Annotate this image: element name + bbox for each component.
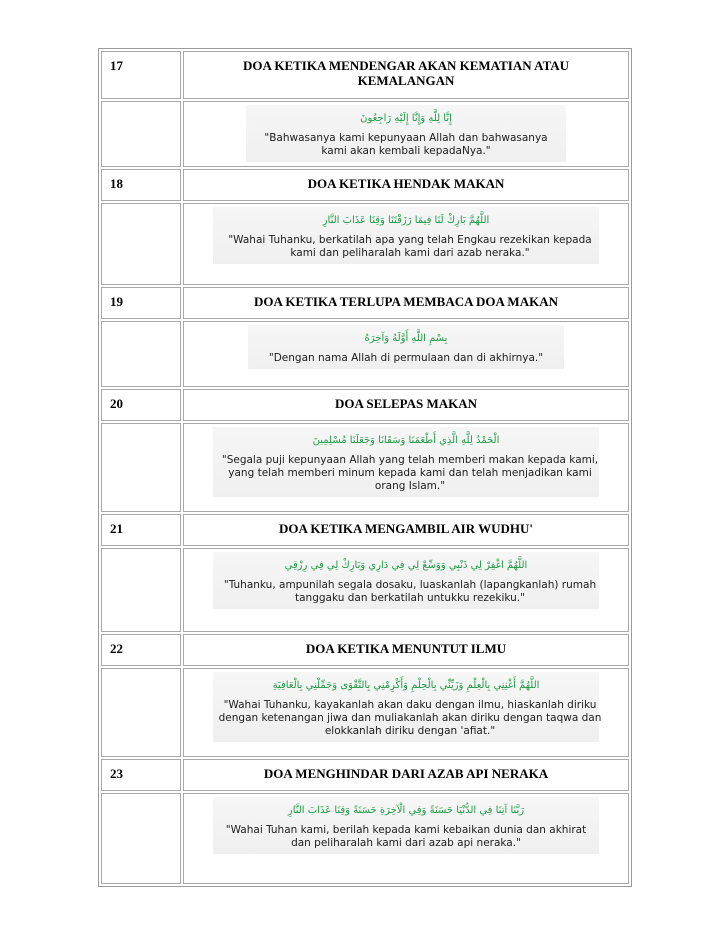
arabic-text: رَبَّنَا آتِنَا فِي الدُّنْيَا حَسَنَةً وَفِي الْآخِرَةِ حَسَنَةً وَقِنَا عَذَابَ النَّارِ: [287, 805, 525, 816]
entry-title-line: DOA KETIKA TERLUPA MEMBACA DOA MAKAN: [254, 294, 558, 309]
dua-image-cell: [183, 548, 629, 632]
dua-row: [101, 793, 629, 884]
entry-title: [183, 389, 629, 421]
dua-image-cell: [183, 203, 629, 285]
entry-title-line: DOA KETIKA MENDENGAR AKAN KEMATIAN ATAU: [242, 58, 570, 73]
dua-image-cell: [183, 321, 629, 387]
entry-number: 19: [101, 287, 181, 319]
dua-image: [213, 552, 599, 609]
entry-title-line: DOA SELEPAS MAKAN: [334, 396, 478, 411]
entry-number: 23: [101, 759, 181, 791]
entry-number: 17: [101, 51, 181, 99]
dua-image: [213, 427, 599, 497]
title-row: [101, 389, 629, 421]
entry-title: [183, 169, 629, 201]
dua-image: [213, 797, 599, 854]
arabic-text: اللَّهُمَّ أَغْنِنِي بِالْعِلْمِ وَزَيِّنِّي بِالْحِلْمِ وَأَكْرِمْنِي بِالتَّقْوَى وَجَمِّلْنِي بِالْعَافِيَةِ: [272, 680, 540, 691]
arabic-text: إِنَّا لِلَّهِ وَإِنَّا إِلَيْهِ رَاجِعُونَ: [360, 113, 452, 124]
entry-title: [183, 51, 629, 99]
title-row: [101, 514, 629, 546]
dua-image-cell: [183, 423, 629, 512]
translation-text: "Wahai Tuhanku, berkatilah apa yang telah Engkau rezekikan kepada kami dan peliharalah kami dari azab neraka.": [228, 234, 592, 259]
dua-row: [101, 101, 629, 167]
translation-text: "Tuhanku, ampunilah segala dosaku, luaskanlah (lapangkanlah) rumah tanggaku dan berkatilah untukku rezekiku.": [223, 579, 597, 604]
empty-cell: [101, 321, 181, 387]
dua-image-cell: [183, 793, 629, 884]
entry-title-line: DOA KETIKA MENGAMBIL AIR WUDHU': [278, 521, 534, 536]
entry-number: 21: [101, 514, 181, 546]
entry-title-line: DOA MENGHINDAR DARI AZAB API NERAKA: [263, 766, 549, 781]
arabic-text: اللَّهُمَّ بَارِكْ لَنَا فِيمَا رَزَقْتَنَا وَقِنَا عَذَابَ النَّارِ: [322, 215, 490, 226]
dua-image-cell: [183, 101, 629, 167]
dua-row: [101, 423, 629, 512]
empty-cell: [101, 423, 181, 512]
entry-title: [183, 759, 629, 791]
entry-number: 22: [101, 634, 181, 666]
translation-text: "Wahai Tuhan kami, berilah kepada kami kebaikan dunia dan akhirat dan peliharalah kami dari azab api neraka.": [225, 824, 587, 849]
empty-cell: [101, 101, 181, 167]
translation-text: "Dengan nama Allah di permulaan dan di akhirnya.": [268, 352, 544, 364]
entry-title-line: DOA KETIKA MENUNTUT ILMU: [305, 641, 507, 656]
dua-row: [101, 321, 629, 387]
title-row: [101, 759, 629, 791]
dua-table-body: [101, 51, 629, 884]
empty-cell: [101, 203, 181, 285]
entry-title-line: KEMALANGAN: [357, 73, 455, 88]
title-row: [101, 634, 629, 666]
dua-image: [213, 672, 602, 742]
translation-text: "Bahwasanya kami kepunyaan Allah dan bahwasanya kami akan kembali kepadaNya.": [264, 132, 548, 157]
dua-image: [246, 105, 566, 162]
title-row: [101, 169, 629, 201]
entry-title: [183, 287, 629, 319]
dua-row: [101, 668, 629, 757]
title-row: [101, 287, 629, 319]
entry-number: 18: [101, 169, 181, 201]
arabic-text: اللَّهُمَّ اغْفِرْ لِي ذَنْبِي وَوَسِّعْ لِي فِي دَارِي وَبَارِكْ لِي فِي رِزْقِي: [284, 560, 528, 571]
entry-title: [183, 634, 629, 666]
empty-cell: [101, 668, 181, 757]
dua-image-cell: [183, 668, 629, 757]
entry-number: 20: [101, 389, 181, 421]
dua-image: [213, 207, 599, 264]
entry-title-line: DOA KETIKA HENDAK MAKAN: [307, 176, 505, 191]
entry-title: [183, 514, 629, 546]
empty-cell: [101, 548, 181, 632]
arabic-text: بِسْمِ اللَّهِ أَوَّلَهُ وَآخِرَهُ: [364, 333, 448, 344]
empty-cell: [101, 793, 181, 884]
translation-text: "Segala puji kepunyaan Allah yang telah memberi makan kepada kami, yang telah memberi minum kepada kami dan telah menjadikan kami orang Islam.": [221, 454, 599, 492]
translation-text: "Wahai Tuhanku, kayakanlah akan daku dengan ilmu, hiaskanlah diriku dengan ketenangan jiwa dan muliakanlah akan diriku dengan taqwa dan elokkanlah diriku dengan 'afiat.": [218, 699, 602, 737]
dua-image: [248, 325, 564, 369]
dua-row: [101, 548, 629, 632]
dua-table: [98, 48, 632, 887]
dua-row: [101, 203, 629, 285]
title-row: [101, 51, 629, 99]
arabic-text: الْحَمْدُ لِلَّهِ الَّذِي أَطْعَمَنَا وَسَقَانَا وَجَعَلَنَا مُسْلِمِينَ: [312, 435, 500, 446]
